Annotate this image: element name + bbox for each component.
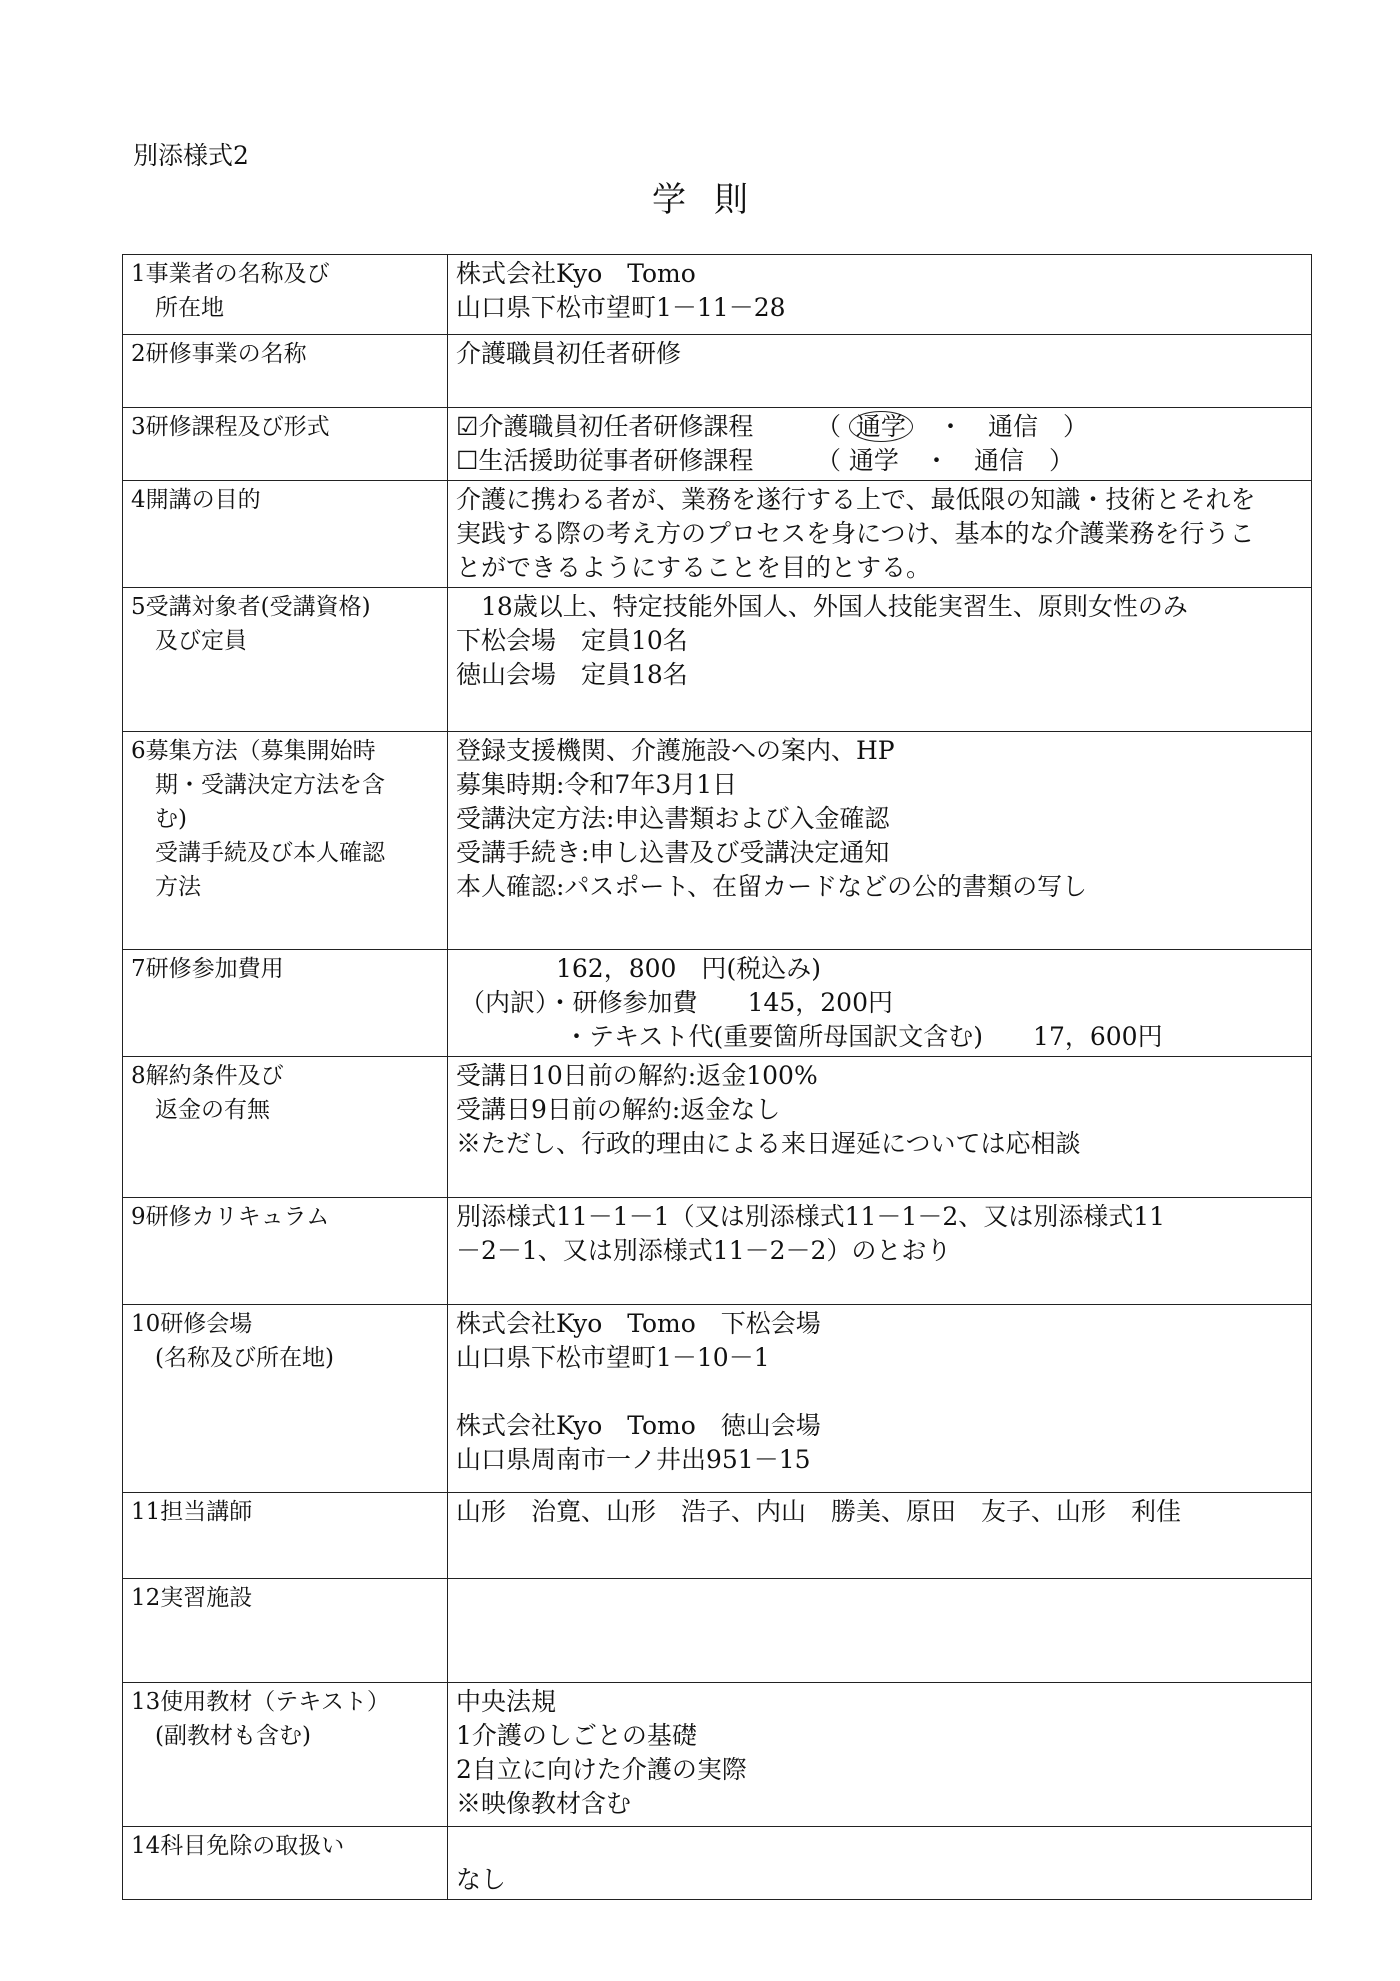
- item-value-line: 1介護のしごとの基礎: [456, 1721, 697, 1750]
- item-label-text: 開講の目的: [145, 487, 261, 513]
- table-row: [123, 481, 1312, 588]
- item-value-cell: [448, 1198, 1312, 1305]
- item-number: 7: [131, 956, 146, 982]
- item-number: 1: [131, 261, 146, 287]
- fee-breakdown-label: （内訳）: [460, 988, 548, 1017]
- item-label-text: 受講対象者(受講資格): [145, 594, 371, 620]
- item-value-line: 下松会場 定員10名: [456, 626, 688, 655]
- item-label-cell: [123, 1683, 448, 1827]
- item-label-line: [131, 1829, 439, 1863]
- item-value-line: 登録支援機関、介護施設への案内、HP: [456, 736, 895, 765]
- item-label-cell: [123, 481, 448, 588]
- item-label-cell: [123, 408, 448, 481]
- mode-separator: ・: [923, 446, 949, 475]
- item-value-line: 株式会社Kyo Tomo 徳山会場: [456, 1411, 821, 1440]
- item-label-text: 使用教材（テキスト）: [160, 1689, 390, 1715]
- table-row: [123, 1827, 1312, 1900]
- mode-option-correspondence[interactable]: 通信: [987, 412, 1038, 441]
- mode-option-commute[interactable]: 通学: [849, 411, 913, 442]
- fee-item-amount: 145，200円: [747, 988, 893, 1017]
- item-value-cell: [448, 1827, 1312, 1900]
- item-value-cell: [448, 335, 1312, 408]
- item-value-line: 受講手続き:申し込書及び受講決定通知: [456, 838, 890, 867]
- item-label-line: [131, 483, 439, 517]
- table-row: [123, 950, 1312, 1057]
- item-label-line: む): [155, 806, 187, 832]
- item-value-line: 実践する際の考え方のプロセスを身につけ、基本的な介護業務を行うこ: [456, 519, 1255, 548]
- item-number: 13: [131, 1689, 161, 1715]
- item-value-line: 募集時期:令和7年3月1日: [456, 770, 738, 799]
- item-value-line: ※映像教材含む: [456, 1789, 632, 1818]
- table-row: [123, 588, 1312, 732]
- item-number: 6: [131, 738, 146, 764]
- item-value-line: とができるようにすることを目的とする。: [456, 553, 932, 582]
- item-label-line: [131, 1581, 439, 1615]
- item-number: 5: [131, 594, 146, 620]
- table-row: [123, 1683, 1312, 1827]
- item-label-line: (名称及び所在地): [155, 1345, 334, 1371]
- item-label-line: [131, 1307, 439, 1341]
- checked-checkbox-icon[interactable]: ☑: [456, 412, 479, 441]
- mode-option-commute[interactable]: 通学: [848, 446, 899, 475]
- item-value-line: [456, 1268, 1303, 1302]
- table-row: [123, 1198, 1312, 1305]
- item-label-line: (副教材も含む): [155, 1723, 311, 1749]
- item-label-line: [131, 734, 439, 768]
- item-label-line: [131, 257, 439, 291]
- paren-open: （: [828, 446, 841, 475]
- item-value-line: 山口県下松市望町1－11－28: [456, 293, 786, 322]
- item-value-line: 2自立に向けた介護の実際: [456, 1755, 747, 1784]
- item-label-line: [131, 1200, 439, 1234]
- item-label-cell: [123, 1493, 448, 1579]
- item-number: 3: [131, 414, 146, 440]
- fee-item-amount: 17，600円: [1033, 1022, 1163, 1051]
- item-value-cell: [448, 1493, 1312, 1579]
- item-value-line: 別添様式11－1－1（又は別添様式11－1－2、又は別添様式11: [456, 1202, 1166, 1231]
- course-option: [456, 410, 1303, 444]
- fee-bullet: ・: [547, 988, 573, 1017]
- fee-total: 162，800 円: [556, 954, 727, 983]
- item-value-line: [456, 1529, 1303, 1563]
- course-name: 生活援助従事者研修課程: [478, 446, 754, 475]
- paren-open: （: [828, 412, 841, 441]
- item-value-line: 18歳以上、特定技能外国人、外国人技能実習生、原則女性のみ: [456, 592, 1188, 621]
- item-label-line: 期・受講決定方法を含: [155, 772, 385, 798]
- fee-item: [456, 986, 1303, 1020]
- item-value-line: [456, 1615, 1303, 1649]
- table-row: [123, 732, 1312, 950]
- item-label-line: 返金の有無: [155, 1097, 270, 1123]
- item-value-line: 株式会社Kyo Tomo: [456, 259, 696, 288]
- table-row: [123, 408, 1312, 481]
- item-value-line: 山口県周南市一ノ井出951－15: [456, 1445, 811, 1474]
- item-number: 8: [131, 1063, 146, 1089]
- item-value-cell: [448, 950, 1312, 1057]
- item-number: 10: [131, 1311, 161, 1337]
- item-number: 4: [131, 487, 146, 513]
- item-value-cell: [448, 732, 1312, 950]
- course-option: [456, 444, 1303, 478]
- item-label-text: 研修参加費用: [145, 956, 284, 982]
- item-label-cell: [123, 1198, 448, 1305]
- paren-close: ）: [1049, 446, 1075, 475]
- item-value-line: 株式会社Kyo Tomo 下松会場: [456, 1309, 821, 1338]
- item-value-line: 山口県下松市望町1－10－1: [456, 1343, 770, 1372]
- mode-option-correspondence[interactable]: 通信: [973, 446, 1024, 475]
- item-label-cell: [123, 1305, 448, 1493]
- item-number: 11: [131, 1499, 161, 1525]
- fee-total-line: [456, 952, 1303, 986]
- item-value-line: [456, 1581, 1303, 1615]
- table-row: [123, 1057, 1312, 1198]
- item-label-cell: [123, 732, 448, 950]
- item-value-line: [456, 1375, 1303, 1409]
- fee-item-name: テキスト代(重要箇所母国訳文含む): [589, 1022, 984, 1051]
- item-number: 9: [131, 1204, 146, 1230]
- item-label-line: [131, 337, 439, 371]
- item-value-line: [456, 1161, 1303, 1195]
- item-label-text: 解約条件及び: [145, 1063, 284, 1089]
- item-label-cell: [123, 255, 448, 335]
- item-label-line: 及び定員: [155, 628, 247, 654]
- item-label-line: [131, 952, 439, 986]
- item-label-cell: [123, 588, 448, 732]
- table-row: [123, 1305, 1312, 1493]
- paren-close: ）: [1063, 412, 1089, 441]
- item-value-line: ※ただし、行政的理由による来日遅延については応相談: [456, 1129, 1081, 1158]
- fee-bullet: ・: [564, 1022, 590, 1051]
- table-row: [123, 335, 1312, 408]
- table-row: [123, 1493, 1312, 1579]
- fee-item: [456, 1020, 1303, 1054]
- item-label-line: 受講手続及び本人確認: [155, 840, 385, 866]
- item-value-line: －2－1、又は別添様式11－2－2）のとおり: [456, 1236, 952, 1265]
- fee-item-name: 研修参加費: [572, 988, 698, 1017]
- item-label-text: 担当講師: [160, 1499, 253, 1525]
- item-label-text: 研修カリキュラム: [145, 1204, 330, 1230]
- item-value-line: [456, 692, 1303, 726]
- item-label-cell: [123, 950, 448, 1057]
- table-row: [123, 1579, 1312, 1683]
- item-value-line: なし: [456, 1865, 507, 1894]
- item-label-line: 方法: [155, 874, 201, 900]
- item-number: 2: [131, 341, 146, 367]
- item-number: 14: [131, 1833, 161, 1859]
- item-value-line: 受講決定方法:申込書類および入金確認: [456, 804, 890, 833]
- item-label-text: 研修会場: [160, 1311, 253, 1337]
- item-value-line: 受講日9日前の解約:返金なし: [456, 1095, 781, 1124]
- course-name: 介護職員初任者研修課程: [478, 412, 754, 441]
- empty-checkbox-icon[interactable]: ☐: [456, 446, 479, 475]
- item-label-line: [131, 410, 439, 444]
- item-label-text: 科目免除の取扱い: [160, 1833, 345, 1859]
- item-value-line: 山形 治寛、山形 浩子、内山 勝美、原田 友子、山形 利佳: [456, 1497, 1182, 1526]
- item-label-line: 所在地: [155, 295, 224, 321]
- item-label-text: 研修課程及び形式: [145, 414, 330, 440]
- document-title: 学則: [652, 180, 776, 220]
- regulations-table: [122, 254, 1312, 1900]
- item-value-cell: [448, 408, 1312, 481]
- item-value-cell: [448, 1579, 1312, 1683]
- item-value-cell: [448, 1057, 1312, 1198]
- item-label-text: 実習施設: [160, 1585, 253, 1611]
- item-label-line: [131, 1495, 439, 1529]
- item-value-line: [456, 1829, 1303, 1863]
- item-value-cell: [448, 255, 1312, 335]
- mode-separator: ・: [937, 412, 963, 441]
- item-value-line: 本人確認:パスポート、在留カードなどの公的書類の写し: [456, 872, 1088, 901]
- item-value-cell: [448, 1683, 1312, 1827]
- item-label-cell: [123, 1057, 448, 1198]
- item-label-cell: [123, 335, 448, 408]
- item-value-line: 受講日10日前の解約:返金100%: [456, 1061, 818, 1090]
- item-value-line: 中央法規: [456, 1687, 557, 1716]
- item-value-cell: [448, 481, 1312, 588]
- item-label-text: 募集方法（募集開始時: [145, 738, 376, 764]
- item-value-line: 介護職員初任者研修: [456, 339, 682, 368]
- item-number: 12: [131, 1585, 161, 1611]
- item-value-cell: [448, 588, 1312, 732]
- item-label-line: [131, 1685, 439, 1719]
- item-label-line: [131, 590, 439, 624]
- item-label-cell: [123, 1827, 448, 1900]
- form-label: 別添様式2: [133, 141, 249, 170]
- table-row: [123, 255, 1312, 335]
- item-label-text: 事業者の名称及び: [145, 261, 330, 287]
- item-value-line: 介護に携わる者が、業務を遂行する上で、最低限の知識・技術とそれを: [456, 485, 1256, 514]
- item-value-line: 徳山会場 定員18名: [456, 660, 688, 689]
- item-label-text: 研修事業の名称: [145, 341, 307, 367]
- item-label-cell: [123, 1579, 448, 1683]
- item-value-cell: [448, 1305, 1312, 1493]
- item-value-line: [456, 371, 1303, 405]
- fee-tax-note: (税込み): [726, 954, 821, 983]
- item-label-line: [131, 1059, 439, 1093]
